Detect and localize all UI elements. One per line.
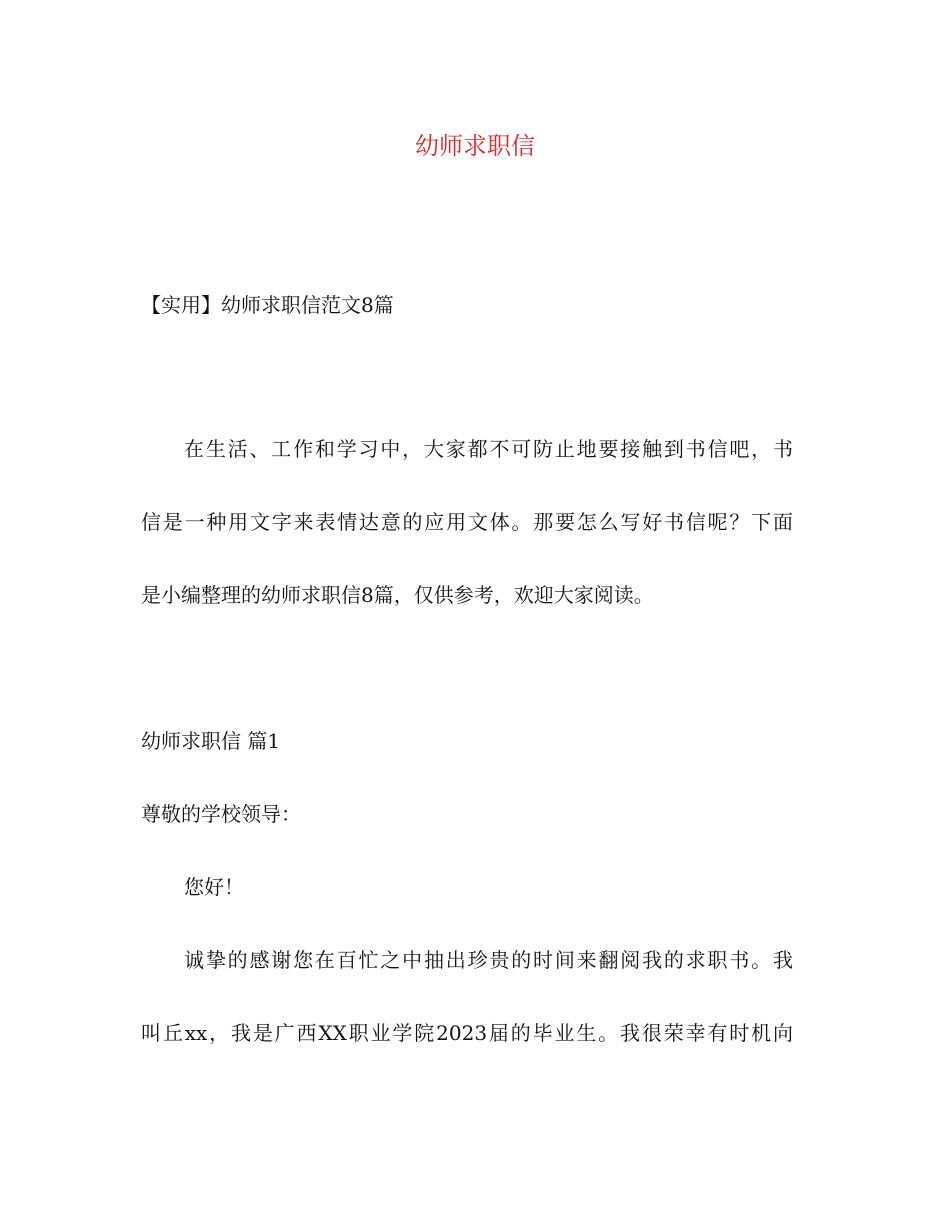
document-title: 幼师求职信 [415, 132, 535, 160]
body-line-1: 诚挚的感谢您在百忙之中抽出珍贵的时间来翻阅我的求职书。我 [184, 948, 793, 972]
greeting: 您好！ [184, 875, 244, 899]
document-subtitle: 【实用】幼师求职信范文8篇 [141, 293, 394, 317]
section-heading: 幼师求职信 篇1 [141, 729, 281, 753]
intro-line-2: 信是一种用文字来表情达意的应用文体。那要怎么写好书信呢？下面 [141, 510, 793, 534]
intro-line-3: 是小编整理的幼师求职信8篇，仅供参考，欢迎大家阅读。 [141, 583, 654, 607]
salutation: 尊敬的学校领导： [141, 802, 301, 826]
body-line-2: 叫丘xx，我是广西XX职业学院2023届的毕业生。我很荣幸有时机向 [141, 1021, 793, 1045]
intro-line-1: 在生活、工作和学习中，大家都不可防止地要接触到书信吧，书 [184, 437, 793, 461]
